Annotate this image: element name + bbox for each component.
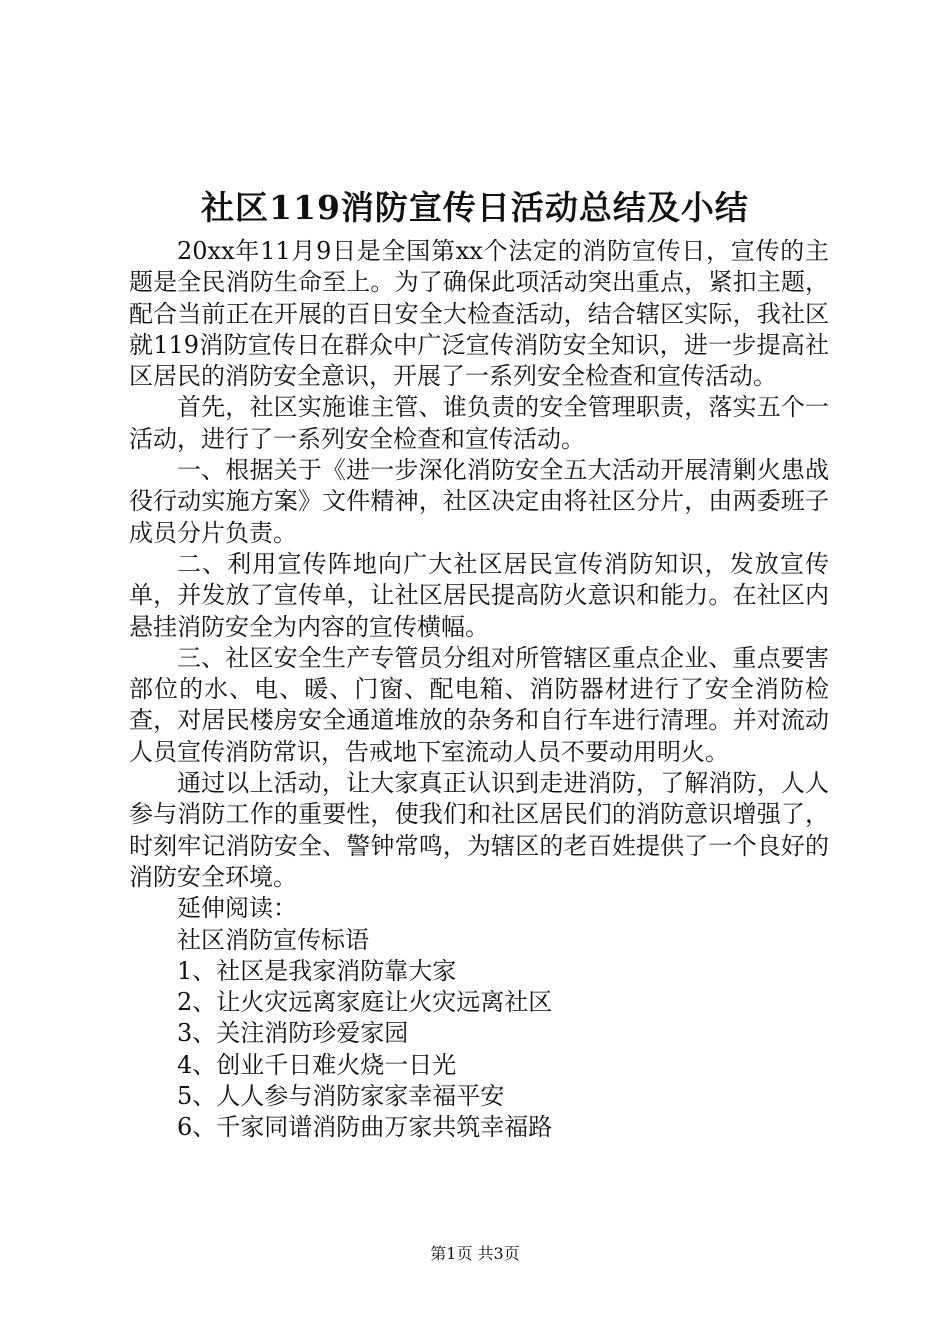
slogan-item: 2、让火灾远离家庭让火灾远离社区 <box>177 988 553 1017</box>
slogan-heading: 社区消防宣传标语 <box>177 925 369 954</box>
document-title: 社区119消防宣传日活动总结及小结 <box>201 188 749 227</box>
slogan-item: 6、千家同谱消防曲万家共筑幸福路 <box>177 1113 553 1142</box>
slogan-item: 5、人人参与消防家家幸福平安 <box>177 1082 505 1111</box>
paragraph-first: 首先，社区实施谁主管、谁负责的安全管理职责，落实五个一活动，进行了一系列安全检查和宣传活动。 <box>129 393 829 453</box>
paragraph-conclusion: 通过以上活动，让大家真正认识到走进消防，了解消防，人人参与消防工作的重要性，使我们和社区居民们的消防意识增强了，时刻牢记消防安全、警钟常鸣，为辖区的老百姓提供了一个良好的消防安全环境。 <box>129 769 829 891</box>
document-body <box>129 236 829 1144</box>
slogan-item: 1、社区是我家消防靠大家 <box>177 956 457 985</box>
paragraph-item-three: 三、社区安全生产专管员分组对所管辖区重点企业、重点要害部位的水、电、暖、门窗、配电箱、消防器材进行了安全消防检查，对居民楼房安全通道堆放的杂务和自行车进行清理。并对流动人员宣传消防常识，告戒地下室流动人员不要动用明火。 <box>129 643 829 766</box>
paragraph-item-one: 一、根据关于《进一步深化消防安全五大活动开展清剿火患战役行动实施方案》文件精神，社区决定由将社区分片，由两委班子成员分片负责。 <box>129 456 829 547</box>
paragraph-item-two: 二、利用宣传阵地向广大社区居民宣传消防知识，发放宣传单，并发放了宣传单，让社区居民提高防火意识和能力。在社区内悬挂消防安全为内容的宣传横幅。 <box>129 549 829 641</box>
slogan-item: 4、创业千日难火烧一日光 <box>177 1050 457 1079</box>
paragraph-intro: 20xx年11月9日是全国第xx个法定的消防宣传日，宣传的主题是全民消防生命至上。为了确保此项活动突出重点，紧扣主题，配合当前正在开展的百日安全大检查活动，结合辖区实际，我社区就119消防宣传日在群众中广泛宣传消防安全知识，进一步提高社区居民的消防安全意识，开展了一系列安全检查和宣传活动。 <box>129 237 829 391</box>
page-footer: 第1页 共3页 <box>430 1244 520 1263</box>
slogan-item: 3、关注消防珍爱家园 <box>177 1019 409 1048</box>
extended-reading-label: 延伸阅读： <box>177 894 297 923</box>
